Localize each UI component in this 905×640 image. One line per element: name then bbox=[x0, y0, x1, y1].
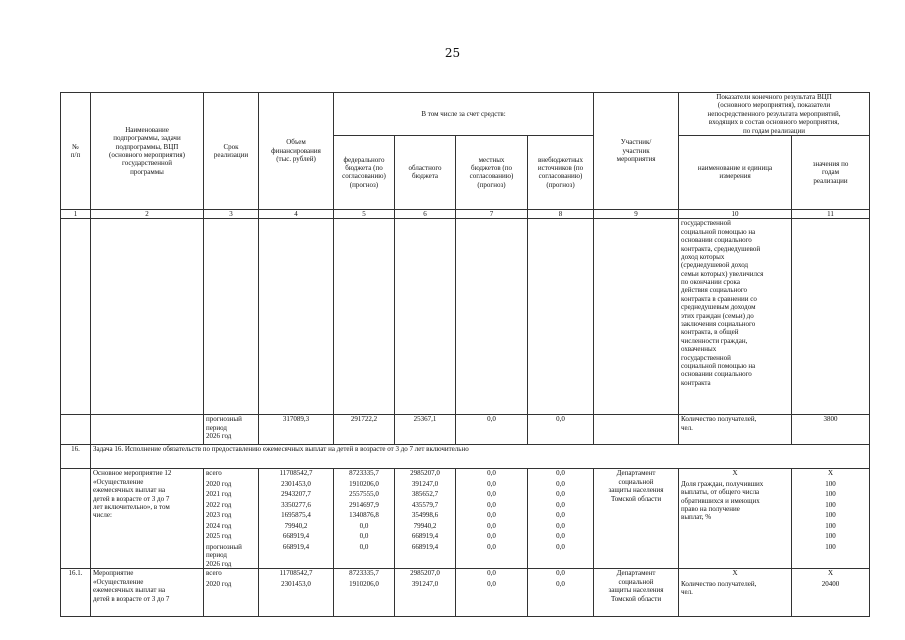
main-event-participant: Департамент социальной защиты населения Томской области bbox=[594, 469, 679, 569]
value: 100 bbox=[825, 500, 836, 509]
event-16-1-row bbox=[61, 569, 870, 617]
value: 1910206,0 bbox=[349, 579, 379, 588]
header-local: местных бюджетов (по согласованию) (прогноз) bbox=[456, 135, 528, 209]
value: 0,0 bbox=[487, 511, 496, 520]
header-period: Срок реализации bbox=[204, 93, 259, 210]
value: 20400 bbox=[821, 579, 840, 588]
value: 0,0 bbox=[556, 532, 565, 541]
value: 8723335,7 bbox=[349, 569, 379, 578]
indicator-name: Доля граждан, получивших выплаты, от общего числа обратившихся и имеющих право на получение выплат, % bbox=[681, 479, 764, 522]
value: 2914697,9 bbox=[349, 500, 379, 509]
value: 0,0 bbox=[487, 579, 496, 588]
value: 0,0 bbox=[359, 532, 369, 541]
event-years bbox=[204, 569, 259, 617]
value: 668919,4 bbox=[282, 542, 310, 551]
value: 2301453,0 bbox=[281, 579, 311, 588]
value: 0,0 bbox=[487, 469, 496, 478]
header-regional: областного бюджета bbox=[395, 135, 456, 209]
main-event-local bbox=[456, 469, 528, 569]
forecast-row bbox=[61, 415, 870, 445]
value: 1910206,0 bbox=[349, 479, 379, 488]
value: 668919,4 bbox=[411, 532, 439, 541]
value: 8723335,7 bbox=[349, 469, 379, 478]
column-number: 11 bbox=[792, 209, 870, 218]
value: 0,0 bbox=[487, 521, 496, 530]
main-event-values bbox=[792, 469, 870, 569]
column-number: 1 bbox=[61, 209, 91, 218]
period-cell: прогнозный период 2026 год bbox=[204, 415, 259, 445]
column-number: 6 bbox=[395, 209, 456, 218]
header-num: № п/п bbox=[61, 93, 91, 210]
column-number: 5 bbox=[334, 209, 395, 218]
value: X bbox=[828, 469, 834, 478]
indicator-top: X bbox=[732, 569, 738, 578]
year-label: 2024 год bbox=[206, 521, 232, 530]
event-participant: Департамент социальной защиты населения Томской области bbox=[594, 569, 679, 617]
value: 668919,4 bbox=[282, 532, 310, 541]
value: 354998,6 bbox=[411, 511, 439, 520]
value: 435579,7 bbox=[411, 500, 439, 509]
value: 0,0 bbox=[556, 579, 565, 588]
value: 0,0 bbox=[487, 532, 496, 541]
value: 0,0 bbox=[556, 521, 565, 530]
value: 391247,0 bbox=[411, 579, 439, 588]
value: 79940,2 bbox=[284, 521, 308, 530]
event-values bbox=[792, 569, 870, 617]
value: 668919,4 bbox=[411, 542, 439, 551]
main-event-years bbox=[204, 469, 259, 569]
continuation-row bbox=[61, 219, 870, 415]
year-label: 2020 год bbox=[206, 579, 232, 588]
column-number: 7 bbox=[456, 209, 528, 218]
value: 0,0 bbox=[487, 500, 496, 509]
value: 11708542,7 bbox=[279, 569, 313, 578]
event-federal bbox=[334, 569, 395, 617]
main-event-extra bbox=[528, 469, 594, 569]
main-event-regional bbox=[395, 469, 456, 569]
value: 1695875,4 bbox=[281, 511, 311, 520]
year-label: 2023 год bbox=[206, 511, 232, 520]
year-label: 2021 год bbox=[206, 490, 232, 499]
header-name: Наименование подпрограммы, задачи подпрограммы, ВЦП (основного мероприятия) государственной программы bbox=[91, 93, 204, 210]
value: 100 bbox=[825, 521, 836, 530]
event-name: Мероприятие «Осуществление ежемесячных выплат на детей в возрасте от 3 до 7 bbox=[91, 569, 204, 617]
value: 0,0 bbox=[487, 542, 496, 551]
value: 11708542,7 bbox=[279, 469, 313, 478]
year-label: 2022 год bbox=[206, 500, 232, 509]
main-event-federal bbox=[334, 469, 395, 569]
value: 100 bbox=[825, 479, 836, 488]
value: 0,0 bbox=[556, 500, 565, 509]
column-number: 8 bbox=[528, 209, 594, 218]
value: 0,0 bbox=[556, 479, 565, 488]
main-event-total bbox=[259, 469, 334, 569]
value: 100 bbox=[825, 542, 836, 551]
local-cell: 0,0 bbox=[456, 415, 528, 445]
value: 0,0 bbox=[556, 511, 565, 520]
value: 385652,7 bbox=[411, 490, 439, 499]
value: 0,0 bbox=[487, 569, 496, 578]
column-number: 10 bbox=[679, 209, 792, 218]
value: 2985207,0 bbox=[410, 469, 440, 478]
task-num: 16. bbox=[61, 445, 91, 469]
value: 100 bbox=[825, 490, 836, 499]
value: 79940,2 bbox=[413, 521, 437, 530]
year-label: 2025 год bbox=[206, 532, 232, 541]
column-number: 9 bbox=[594, 209, 679, 218]
value: 3350277,6 bbox=[281, 500, 311, 509]
indicator-name-cell: Количество получателей, чел. bbox=[679, 415, 792, 445]
value: 0,0 bbox=[556, 490, 565, 499]
event-local bbox=[456, 569, 528, 617]
header-federal: федерального бюджета (по согласованию) (прогноз) bbox=[334, 135, 395, 209]
total-cell: 317089,3 bbox=[259, 415, 334, 445]
value: 2985207,0 bbox=[410, 569, 440, 578]
header-extra: внебюджетных источников (по согласованию) (прогноз) bbox=[528, 135, 594, 209]
year-label: 2020 год bbox=[206, 479, 232, 488]
regional-cell: 25367,1 bbox=[395, 415, 456, 445]
event-indicator bbox=[679, 569, 792, 617]
main-event-indicator bbox=[679, 469, 792, 569]
value: 2557555,0 bbox=[349, 490, 379, 499]
event-regional bbox=[395, 569, 456, 617]
value: 100 bbox=[825, 511, 836, 520]
main-event-name: Основное мероприятие 12 «Осуществление ежемесячных выплат на детей в возрасте от 3 до 7 лет включительно», в том числе: bbox=[91, 469, 204, 569]
value: 0,0 bbox=[359, 521, 369, 530]
column-number: 4 bbox=[259, 209, 334, 218]
value: 0,0 bbox=[487, 479, 496, 488]
column-number: 2 bbox=[91, 209, 204, 218]
header-funds-group: В том числе за счет средств: bbox=[334, 93, 594, 136]
value: X bbox=[828, 569, 834, 578]
value: 0,0 bbox=[359, 542, 369, 551]
value: 100 bbox=[825, 532, 836, 541]
header-indicator-value: значения по годам реализации bbox=[792, 135, 870, 209]
value: 0,0 bbox=[556, 469, 565, 478]
extra-cell: 0,0 bbox=[528, 415, 594, 445]
indicator-top: X bbox=[732, 469, 738, 478]
column-numbers-row bbox=[61, 209, 870, 218]
page-number: 25 bbox=[444, 46, 461, 60]
value: 1340876,8 bbox=[349, 511, 379, 520]
year-label: прогнозный период 2026 год bbox=[206, 542, 242, 568]
header-volume: Объем финансирования (тыс. рублей) bbox=[259, 93, 334, 210]
indicator-value-cell: 3800 bbox=[792, 415, 870, 445]
indicator-name: Количество получателей, чел. bbox=[681, 579, 757, 597]
value: 2943207,7 bbox=[281, 490, 311, 499]
value: 0,0 bbox=[556, 542, 565, 551]
year-label: всего bbox=[206, 469, 222, 478]
task-text: Задача 16. Исполнение обязательств по предоставлению ежемесячных выплат на детей в возрасте от 3 до 7 лет включительно bbox=[91, 445, 870, 469]
header-indicators-group: Показатели конечного результата ВЦП (основного мероприятия), показатели непосредственного результата мероприятий, входящих в состав основного мероприятия, по годам реализации bbox=[679, 93, 870, 136]
year-label: всего bbox=[206, 569, 222, 578]
header-indicator-name: наименование и единица измерения bbox=[679, 135, 792, 209]
column-number: 3 bbox=[204, 209, 259, 218]
program-table bbox=[60, 92, 870, 617]
value: 0,0 bbox=[556, 569, 565, 578]
value: 0,0 bbox=[487, 490, 496, 499]
task-row bbox=[61, 445, 870, 469]
event-total bbox=[259, 569, 334, 617]
event-extra bbox=[528, 569, 594, 617]
header-participant: Участник/ участник мероприятия bbox=[594, 93, 679, 210]
event-num: 16.1. bbox=[61, 569, 91, 617]
main-event-row bbox=[61, 469, 870, 569]
indicator-text-continued: государственной социальной помощью на основании социального контракта, среднедушевой доход которых (среднедушевой доход семьи которых) увеличился по окончании срока действия социального контракта в сравнении со среднедушевым доходом этих граждан (семьи) до заключения социального контракта, в общей численности граждан, охваченных государственной социальной помощью на основании социального контракта bbox=[679, 219, 792, 415]
federal-cell: 291722,2 bbox=[334, 415, 395, 445]
value: 391247,0 bbox=[411, 479, 439, 488]
value: 2301453,0 bbox=[281, 479, 311, 488]
